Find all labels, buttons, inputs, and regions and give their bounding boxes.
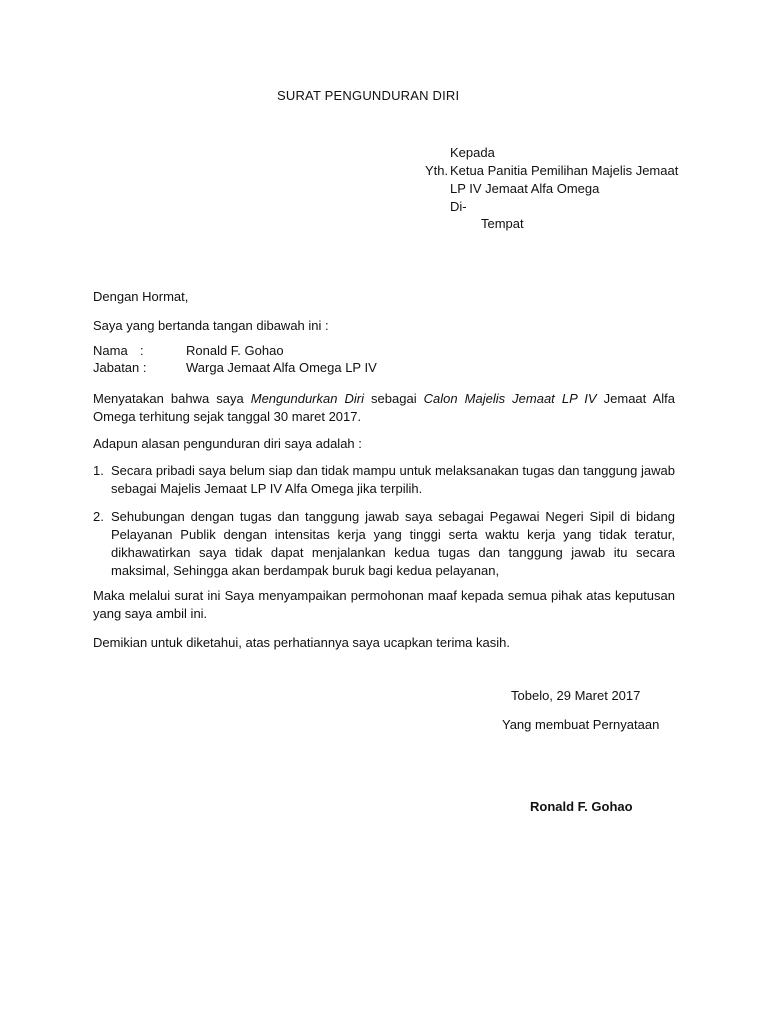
recipient-yth-prefix: Yth. xyxy=(425,163,449,178)
reason-item-1 xyxy=(93,462,675,498)
letter-title: SURAT PENGUNDURAN DIRI xyxy=(277,88,460,103)
reason-2-line-3: dikhawatirkan saya tidak dapat menjalankan kedua tugas dan tanggung jawab itu secara xyxy=(111,545,675,560)
reason-item-2 xyxy=(93,508,675,580)
statement-text-1: Menyatakan bahwa saya xyxy=(93,391,251,406)
closing-request-paragraph xyxy=(93,587,675,623)
recipient-line-3: Di- xyxy=(450,199,467,214)
reason-2-line-2: Pelayanan Publik dengan intensitas kerja yang tinggi serta waktu kerja yang tidak teratur, xyxy=(111,527,675,542)
closing-request-line-1: Maka melalui surat ini Saya menyampaikan permohonan maaf kepada semua pihak atas keputusan xyxy=(93,588,675,603)
recipient-line-2: LP IV Jemaat Alfa Omega xyxy=(450,181,600,196)
reason-2-line-4: maksimal, Sehingga akan berdampak buruk bagi kedua pelayanan, xyxy=(111,563,500,578)
name-value: Ronald F. Gohao xyxy=(186,343,284,358)
closing-request-line-2: yang saya ambil ini. xyxy=(93,606,208,621)
reason-number: 2. xyxy=(93,509,104,524)
statement-emphasis-candidate: Calon Majelis Jemaat LP IV xyxy=(423,391,597,406)
closing-thanks: Demikian untuk diketahui, atas perhatiannya saya ucapkan terima kasih. xyxy=(93,635,510,650)
statement-emphasis-resign: Mengundurkan Diri xyxy=(250,391,365,406)
signature-name: Ronald F. Gohao xyxy=(530,799,633,814)
recipient-kepada: Kepada xyxy=(450,145,495,160)
recipient-line-1: Ketua Panitia Pemilihan Majelis Jemaat xyxy=(450,163,679,178)
signature-maker-label: Yang membuat Pernyataan xyxy=(502,717,660,732)
statement-paragraph xyxy=(93,390,675,426)
reason-number: 1. xyxy=(93,463,104,478)
greeting: Dengan Hormat, xyxy=(93,289,189,304)
intro-line: Saya yang bertanda tangan dibawah ini : xyxy=(93,318,329,333)
reason-1-line-1: Secara pribadi saya belum siap dan tidak mampu untuk melaksanakan tugas dan tanggung jawab xyxy=(111,463,675,478)
statement-line-2: Omega terhitung sejak tanggal 30 maret 2017. xyxy=(93,409,362,424)
signature-place-date: Tobelo, 29 Maret 2017 xyxy=(511,688,641,703)
position-value: Warga Jemaat Alfa Omega LP IV xyxy=(186,360,377,375)
name-colon: : xyxy=(140,343,144,358)
statement-line-1 xyxy=(93,390,675,408)
reasons-intro: Adapun alasan pengunduran diri saya adalah : xyxy=(93,436,362,451)
recipient-line-4: Tempat xyxy=(481,216,524,231)
statement-text-3: Jemaat Alfa xyxy=(596,391,675,406)
reason-1-line-2: sebagai Majelis Jemaat LP IV Alfa Omega jika terpilih. xyxy=(111,481,423,496)
position-label: Jabatan : xyxy=(93,360,147,375)
reason-2-line-1: Sehubungan dengan tugas dan tanggung jawab saya sebagai Pegawai Negeri Sipil di bidang xyxy=(111,509,675,524)
name-label: Nama xyxy=(93,343,128,358)
statement-text-2: sebagai xyxy=(364,391,424,406)
